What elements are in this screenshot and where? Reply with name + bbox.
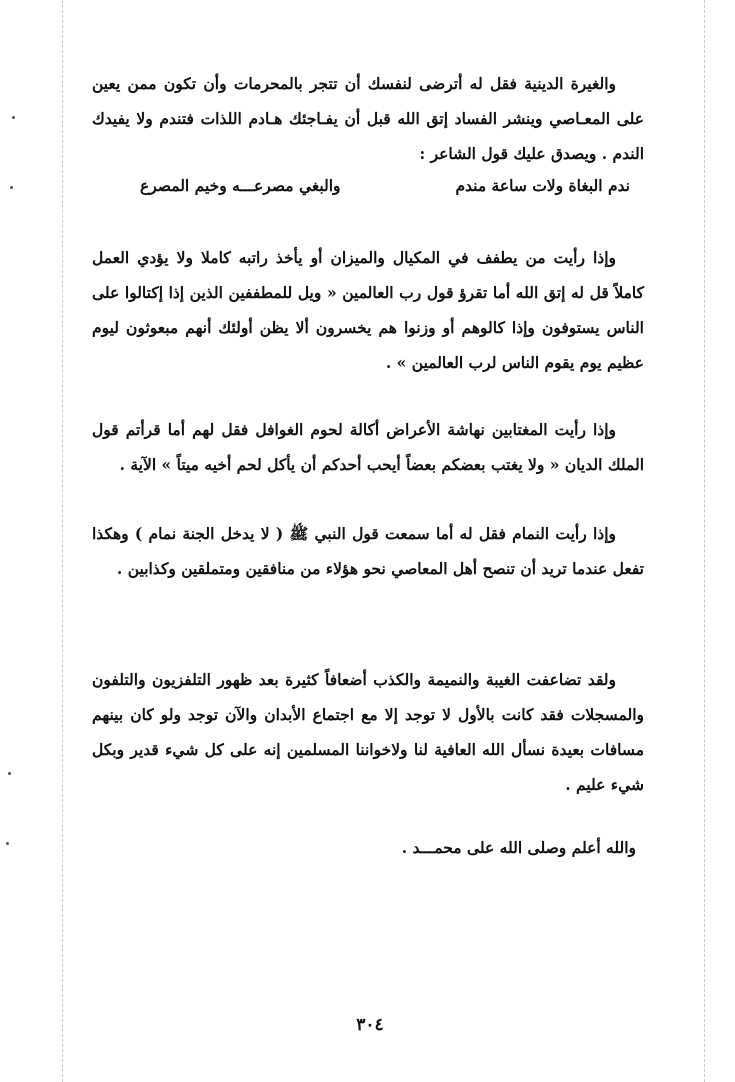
scan-edge-line-right [704, 0, 705, 1082]
paragraph-talebearer [92, 516, 644, 586]
paragraph-text: وإذا رأيت المغتابين نهاشة الأعراض أكالة لحوم الغوافل فقل لهم أما قرأتم قول الملك الديان « ولا يغتب بعضكم بعضاً أيحب أحدكم أن يأكل لحم أخيه ميتاً » الآية . [92, 420, 644, 474]
scan-speck [12, 116, 15, 119]
paragraph-text: وإذا رأيت النمام فقل له أما سمعت قول النبي ﷺ ( لا يدخل الجنة نمام ) وهكذا تفعل عندما تريد أن تنصح أهل المعاصي نحو هؤلاء من منافقين ومتملقين وكذابين . [92, 524, 644, 578]
verse-second-hemistich: والبغي مصرعـــه وخيم المصرع [140, 176, 341, 195]
paragraph-text: ولقد تضاعفت الغيبة والنميمة والكذب أضعافاً كثيرة بعد ظهور التلفزيون والتلفون والمسجلات فقد كانت بالأول لا توجد إلا مع اجتماع الأبدان والآن توجد ولو كان بينهم مسافات بعيدة نسأل الله العافية لنا ولاخواننا المسلمين إنه على كل شيء قدير وبكل شيء عليم . [92, 670, 644, 794]
paragraph-cheaters [92, 240, 644, 380]
scan-speck [6, 842, 9, 845]
paragraph-zeal [92, 66, 644, 171]
scan-speck [10, 186, 13, 189]
closing-line: والله أعلم وصلى الله على محمـــد . [401, 838, 636, 857]
verse-first-hemistich: ندم البغاة ولات ساعة مندم [455, 176, 630, 195]
paragraph-text: وإذا رأيت من يطفف في المكيال والميزان أو يأخذ راتبه كاملا ولا يؤدي العمل كاملاً قل له إتق الله أما تقرؤ قول رب العالمين « ويل للمطففين الذين إذا إكتالوا على الناس يستوفون وإذا كالوهم أو وزنوا هم يخسرون ألا يظن أولئك أنهم مبعوثون ليوم عظيم يوم يقوم الناس لرب العالمين » . [92, 248, 644, 372]
paragraph-media [92, 662, 644, 802]
paragraph-text: والغيرة الدينية فقل له أترضى لنفسك أن تتجر بالمحرمات وأن تكون ممن يعين على المعـاصي وينشر الفساد إتق الله قبل أن يفـاجئك هـادم اللذات فتندم ولا يفيدك الندم . ويصدق عليك قول الشاعر : [92, 74, 644, 163]
poetry-verse [140, 174, 630, 198]
paragraph-backbiters [92, 412, 644, 482]
scan-speck [8, 772, 11, 775]
scan-edge-line-left [62, 0, 63, 1082]
page-number: ٣٠٤ [356, 1015, 384, 1035]
